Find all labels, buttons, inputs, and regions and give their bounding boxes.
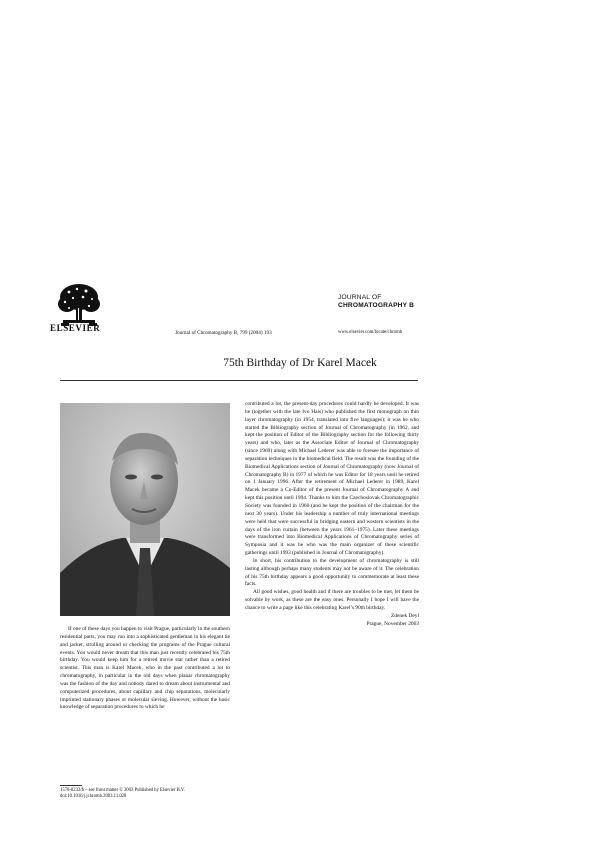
journal-logo-line2: CHROMATOGRAPHY B <box>338 302 415 309</box>
doi-line[interactable]: doi:10.1016/j.jchromb.2003.11.028 <box>60 794 127 800</box>
journal-reference: Journal of Chromatography B, 799 (2004) 193 <box>175 330 272 336</box>
journal-logo-line1: JOURNAL OF <box>338 294 382 301</box>
journal-url[interactable]: www.elsevier.com/locate/chromb <box>338 330 403 335</box>
paragraph-intro: If one of these days you happen to visit Prague, particularly in the southern residential parts, you may run into a sophisticated gentleman in his elegant tie and jacket, strolling around or checking the programs of the Prague cultural events. You would never dream that this man just recently celebrated his 75th birthday. You would keep him for a retired movie star rather than a retired scientist. This man is Karel Macek, who in the past contributed a lot to chromatography, in particular in the old days when planar chromatography was the fashion of the day and nobody dared to dream about instrumental and computerized procedures, about capillary and chip separations, molecularly imprinted stationary phases or molecular sieving. However, without the basic knowledge of separation procedures to which he <box>60 626 230 711</box>
place-date: Prague, November 2003 <box>366 620 419 627</box>
article-title: 75th Birthday of Dr Karel Macek <box>223 357 377 369</box>
footer-divider <box>60 785 82 786</box>
paragraph-summary: In short, his contribution to the development of chromatography is still lasting although perhaps many students may not be aware of it. The celebration of his 75th birthday appears a good opportunity to commemorate at least these facts. <box>245 557 419 588</box>
paragraph-wishes: All good wishes, good health and if there are troubles to be met, let them be solvable by work, as these are the easy ones. Personally I hope I will have the chance to write a page like this celebrating Karel’s 90th birthday. <box>245 589 419 611</box>
copyright-line: 1570-0232/$ – see front matter © 2003 Published by Elsevier B.V. <box>60 788 185 793</box>
portrait-illustration <box>60 403 230 616</box>
publisher-wordmark: ELSEVIER <box>50 323 101 333</box>
author-name: Zdenek Deyl <box>391 612 419 619</box>
portrait-photo <box>60 403 230 616</box>
title-divider <box>60 380 418 381</box>
paragraph-contributions: contributed a lot, the present-day procedures could hardly be developed. It was he (together with the late Ivo Hais) who published the first monograph on thin layer chromatography (in 1954, translated into five languages); it was he who started the Bibliography section of Journal of Chromatography (in 1962, and kept the position of Editor of the Bibliography section for the following thirty years) and who, later as the Associate Editor of Journal of Chromatography (since 1969) along with Michael Lederer was able to foresee the importance of separation techniques in the biomedical field. The result was the founding of the Biomedical Applications section of Journal of Chromatography (now Journal of Chromatography B) in 1977 of which he was Editor for 18 years until he retired on 1 January 1996. After the retirement of Michael Lederer in 1989, Karel Macek became a Co-Editor of the present Journal of Chromatography A and kept this position until 1994. Thanks to him the Czechoslovak Chromatographic Society was founded in 1960 (and he kept the position of the chairman for the next 30 years). Under his leadership a number of truly international meetings were held that were successful in bridging eastern and western scientists in the days of the iron curtain (between the years 1961–1975). Later these meetings were transformed into Biomedical Applications of Chromatography series of Symposia and it was he who was the main organizer of these scientific gatherings until 1993 (published in Journal of Chromatography). <box>245 401 419 557</box>
journal-logo-title <box>338 294 414 310</box>
footer <box>60 788 185 801</box>
right-column <box>245 401 419 628</box>
left-column <box>60 626 230 712</box>
